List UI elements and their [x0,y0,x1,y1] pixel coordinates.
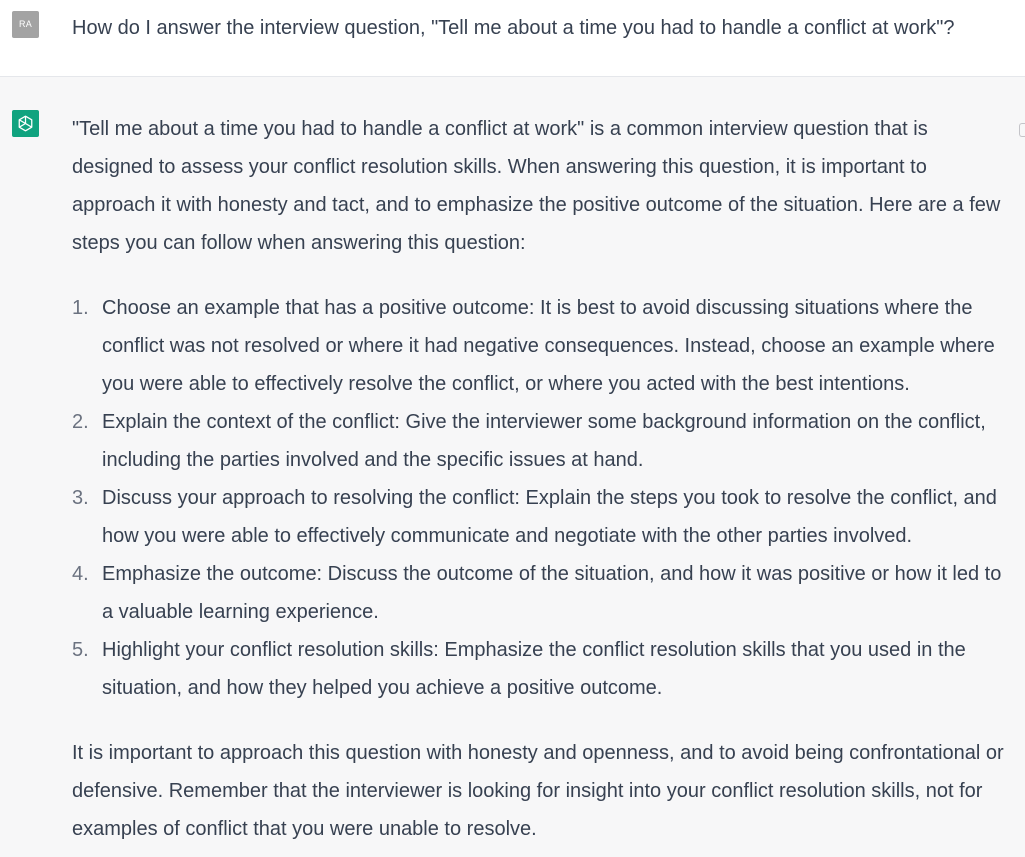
assistant-avatar [12,110,39,137]
list-item-number: 5. [72,639,89,661]
list-item [72,555,1012,631]
assistant-intro-paragraph: "Tell me about a time you had to handle a conflict at work" is a common interview question that is designed to assess your conflict resolution skills. When answering this question, it is important to approach it with honesty and tact, and to emphasize the positive outcome of the situation. Here are a few steps you can follow when answering this question: [72,118,1001,254]
list-item-text: Highlight your conflict resolution skills: Emphasize the conflict resolution skills that you used in the situation, and how they helped you achieve a positive outcome. [102,639,966,699]
list-item [72,479,1012,555]
assistant-message-row [0,77,1025,857]
assistant-outro-paragraph: It is important to approach this question with honesty and openness, and to avoid being confrontational or defensive. Remember that the interviewer is looking for insight into your conflict resolution skills, not for examples of conflict that you were unable to resolve. [72,742,1004,840]
list-item-number: 3. [72,487,89,509]
list-item-text: Choose an example that has a positive outcome: It is best to avoid discussing situations where the conflict was not resolved or where it had negative consequences. Instead, choose an example where you were able to effectively resolve the conflict, or where you acted with the best intentions. [102,297,995,395]
list-item-number: 2. [72,411,89,433]
list-item-number: 4. [72,563,89,585]
assistant-message-content [72,110,1012,848]
user-message-text: How do I answer the interview question, "Tell me about a time you had to handle a conflict at work"? [72,17,955,39]
copy-icon[interactable] [1019,123,1025,137]
list-item [72,631,1012,707]
list-item-number: 1. [72,297,89,319]
list-item-text: Emphasize the outcome: Discuss the outcome of the situation, and how it was positive or how it led to a valuable learning experience. [102,563,1002,623]
list-item-text: Discuss your approach to resolving the conflict: Explain the steps you took to resolve the conflict, and how you were able to effectively communicate and negotiate with the other parties involved. [102,487,997,547]
user-message-row [0,0,1025,77]
steps-list [72,289,1012,707]
list-item-text: Explain the context of the conflict: Give the interviewer some background information on the conflict, including the parties involved and the specific issues at hand. [102,411,986,471]
list-item [72,289,1012,403]
list-item [72,403,1012,479]
user-avatar: RA [12,11,39,38]
openai-logo-icon [16,114,35,133]
